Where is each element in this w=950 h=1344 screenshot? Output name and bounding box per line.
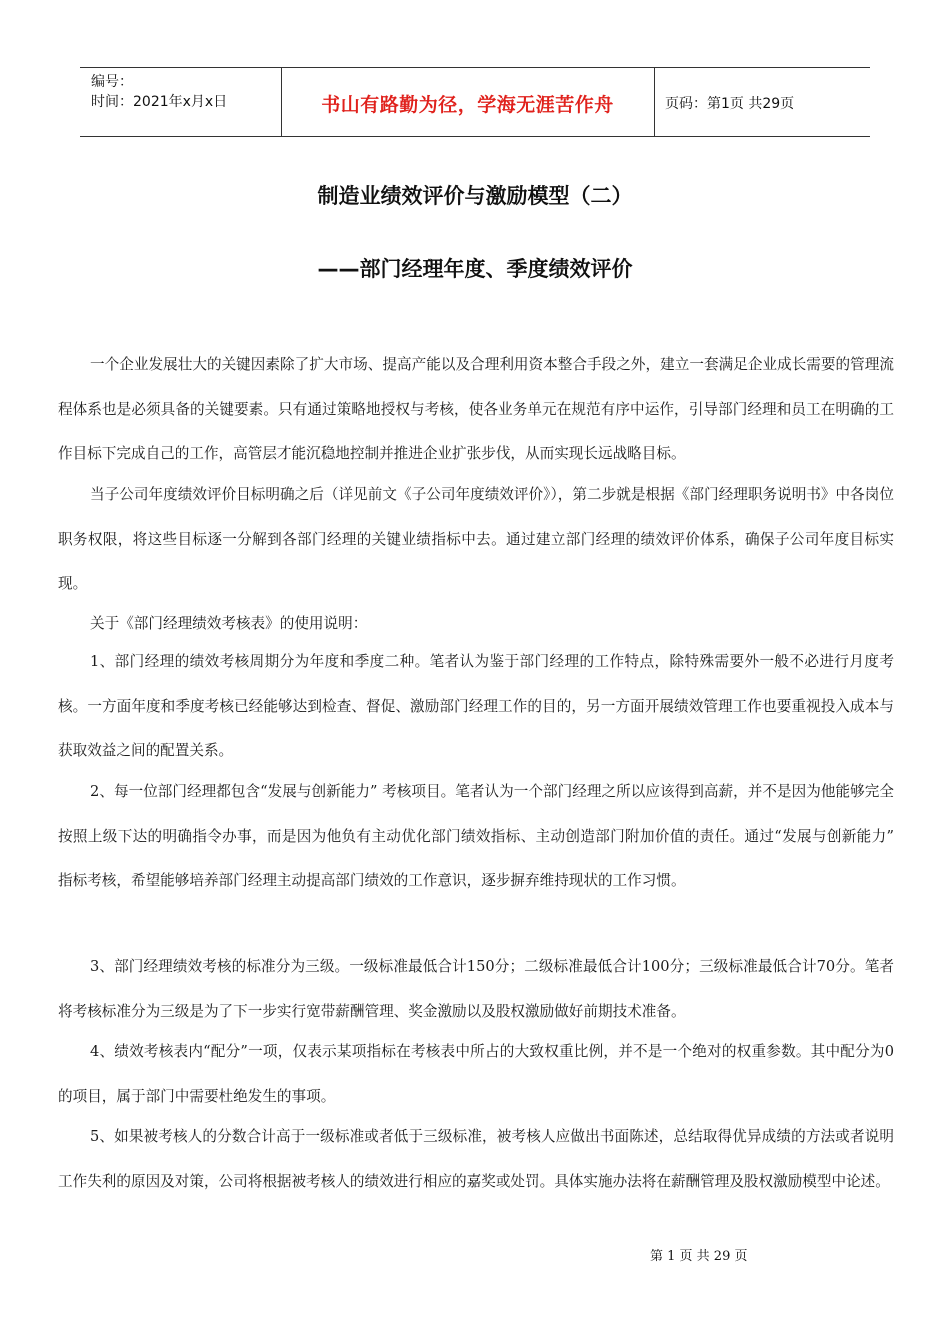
body-paragraph: 4、绩效考核表内“配分”一项，仅表示某项指标在考核表中所占的大致权重比例，并不是一个绝对的权重参数。其中配分为0的项目，属于部门中需要杜绝发生的事项。 xyxy=(58,1043,894,1105)
header-motto: 书山有路勤为径，学海无涯苦作舟 xyxy=(321,94,614,116)
header-page-number: 页码：第1页 共29页 xyxy=(665,96,795,112)
body-paragraph: 5、如果被考核人的分数合计高于一级标准或者低于三级标准，被考核人应做出书面陈述，总结取得优异成绩的方法或者说明工作失利的原因及对策，公司将根据被考核人的绩效进行相应的嘉奖或处罚。具体实施办法将在薪酬管理及股权激励模型中论述。 xyxy=(58,1128,894,1190)
document-time-label: 时间：2021年x月x日 xyxy=(91,94,228,110)
document-number-label: 编号： xyxy=(91,74,133,90)
header-page-cell xyxy=(655,68,870,136)
body-paragraph: 关于《部门经理绩效考核表》的使用说明： xyxy=(90,615,368,632)
document-subtitle: ——部门经理年度、季度绩效评价 xyxy=(317,257,633,281)
body-paragraph: 当子公司年度绩效评价目标明确之后（详见前文《子公司年度绩效评价》），第二步就是根据《部门经理职务说明书》中各岗位职务权限，将这些目标逐一分解到各部门经理的关键业绩指标中去。通过建立部门经理的绩效评价体系，确保子公司年度目标实现。 xyxy=(58,486,894,593)
header-motto-cell xyxy=(281,68,655,136)
header-table xyxy=(80,67,870,137)
body-paragraph: 2、每一位部门经理都包含“发展与创新能力” 考核项目。笔者认为一个部门经理之所以应该得到高薪，并不是因为他能够完全按照上级下达的明确指令办事，而是因为他负有主动优化部门绩效指标、主动创造部门附加价值的责任。通过“发展与创新能力” 指标考核，希望能够培养部门经理主动提高部门绩效的工作意识，逐步摒弃维持现状的工作习惯。 xyxy=(58,783,894,890)
header-meta-cell xyxy=(80,68,282,136)
body-paragraph: 1、部门经理的绩效考核周期分为年度和季度二种。笔者认为鉴于部门经理的工作特点，除特殊需要外一般不必进行月度考核。一方面年度和季度考核已经能够达到检查、督促、激励部门经理工作的目的，另一方面开展绩效管理工作也要重视投入成本与获取效益之间的配置关系。 xyxy=(58,653,894,760)
document-title: 制造业绩效评价与激励模型（二） xyxy=(317,184,633,208)
body-paragraph: 一个企业发展壮大的关键因素除了扩大市场、提高产能以及合理利用资本整合手段之外，建立一套满足企业成长需要的管理流程体系也是必须具备的关键要素。只有通过策略地授权与考核，使各业务单元在规范有序中运作，引导部门经理和员工在明确的工作目标下完成自己的工作，高管层才能沉稳地控制并推进企业扩张步伐，从而实现长远战略目标。 xyxy=(58,356,894,463)
footer-page-number: 第 1 页 共 29 页 xyxy=(650,1249,748,1264)
body-paragraph: 3、部门经理绩效考核的标准分为三级。一级标准最低合计150分；二级标准最低合计100分；三级标准最低合计70分。笔者将考核标准分为三级是为了下一步实行宽带薪酬管理、奖金激励以及股权激励做好前期技术准备。 xyxy=(58,958,894,1020)
